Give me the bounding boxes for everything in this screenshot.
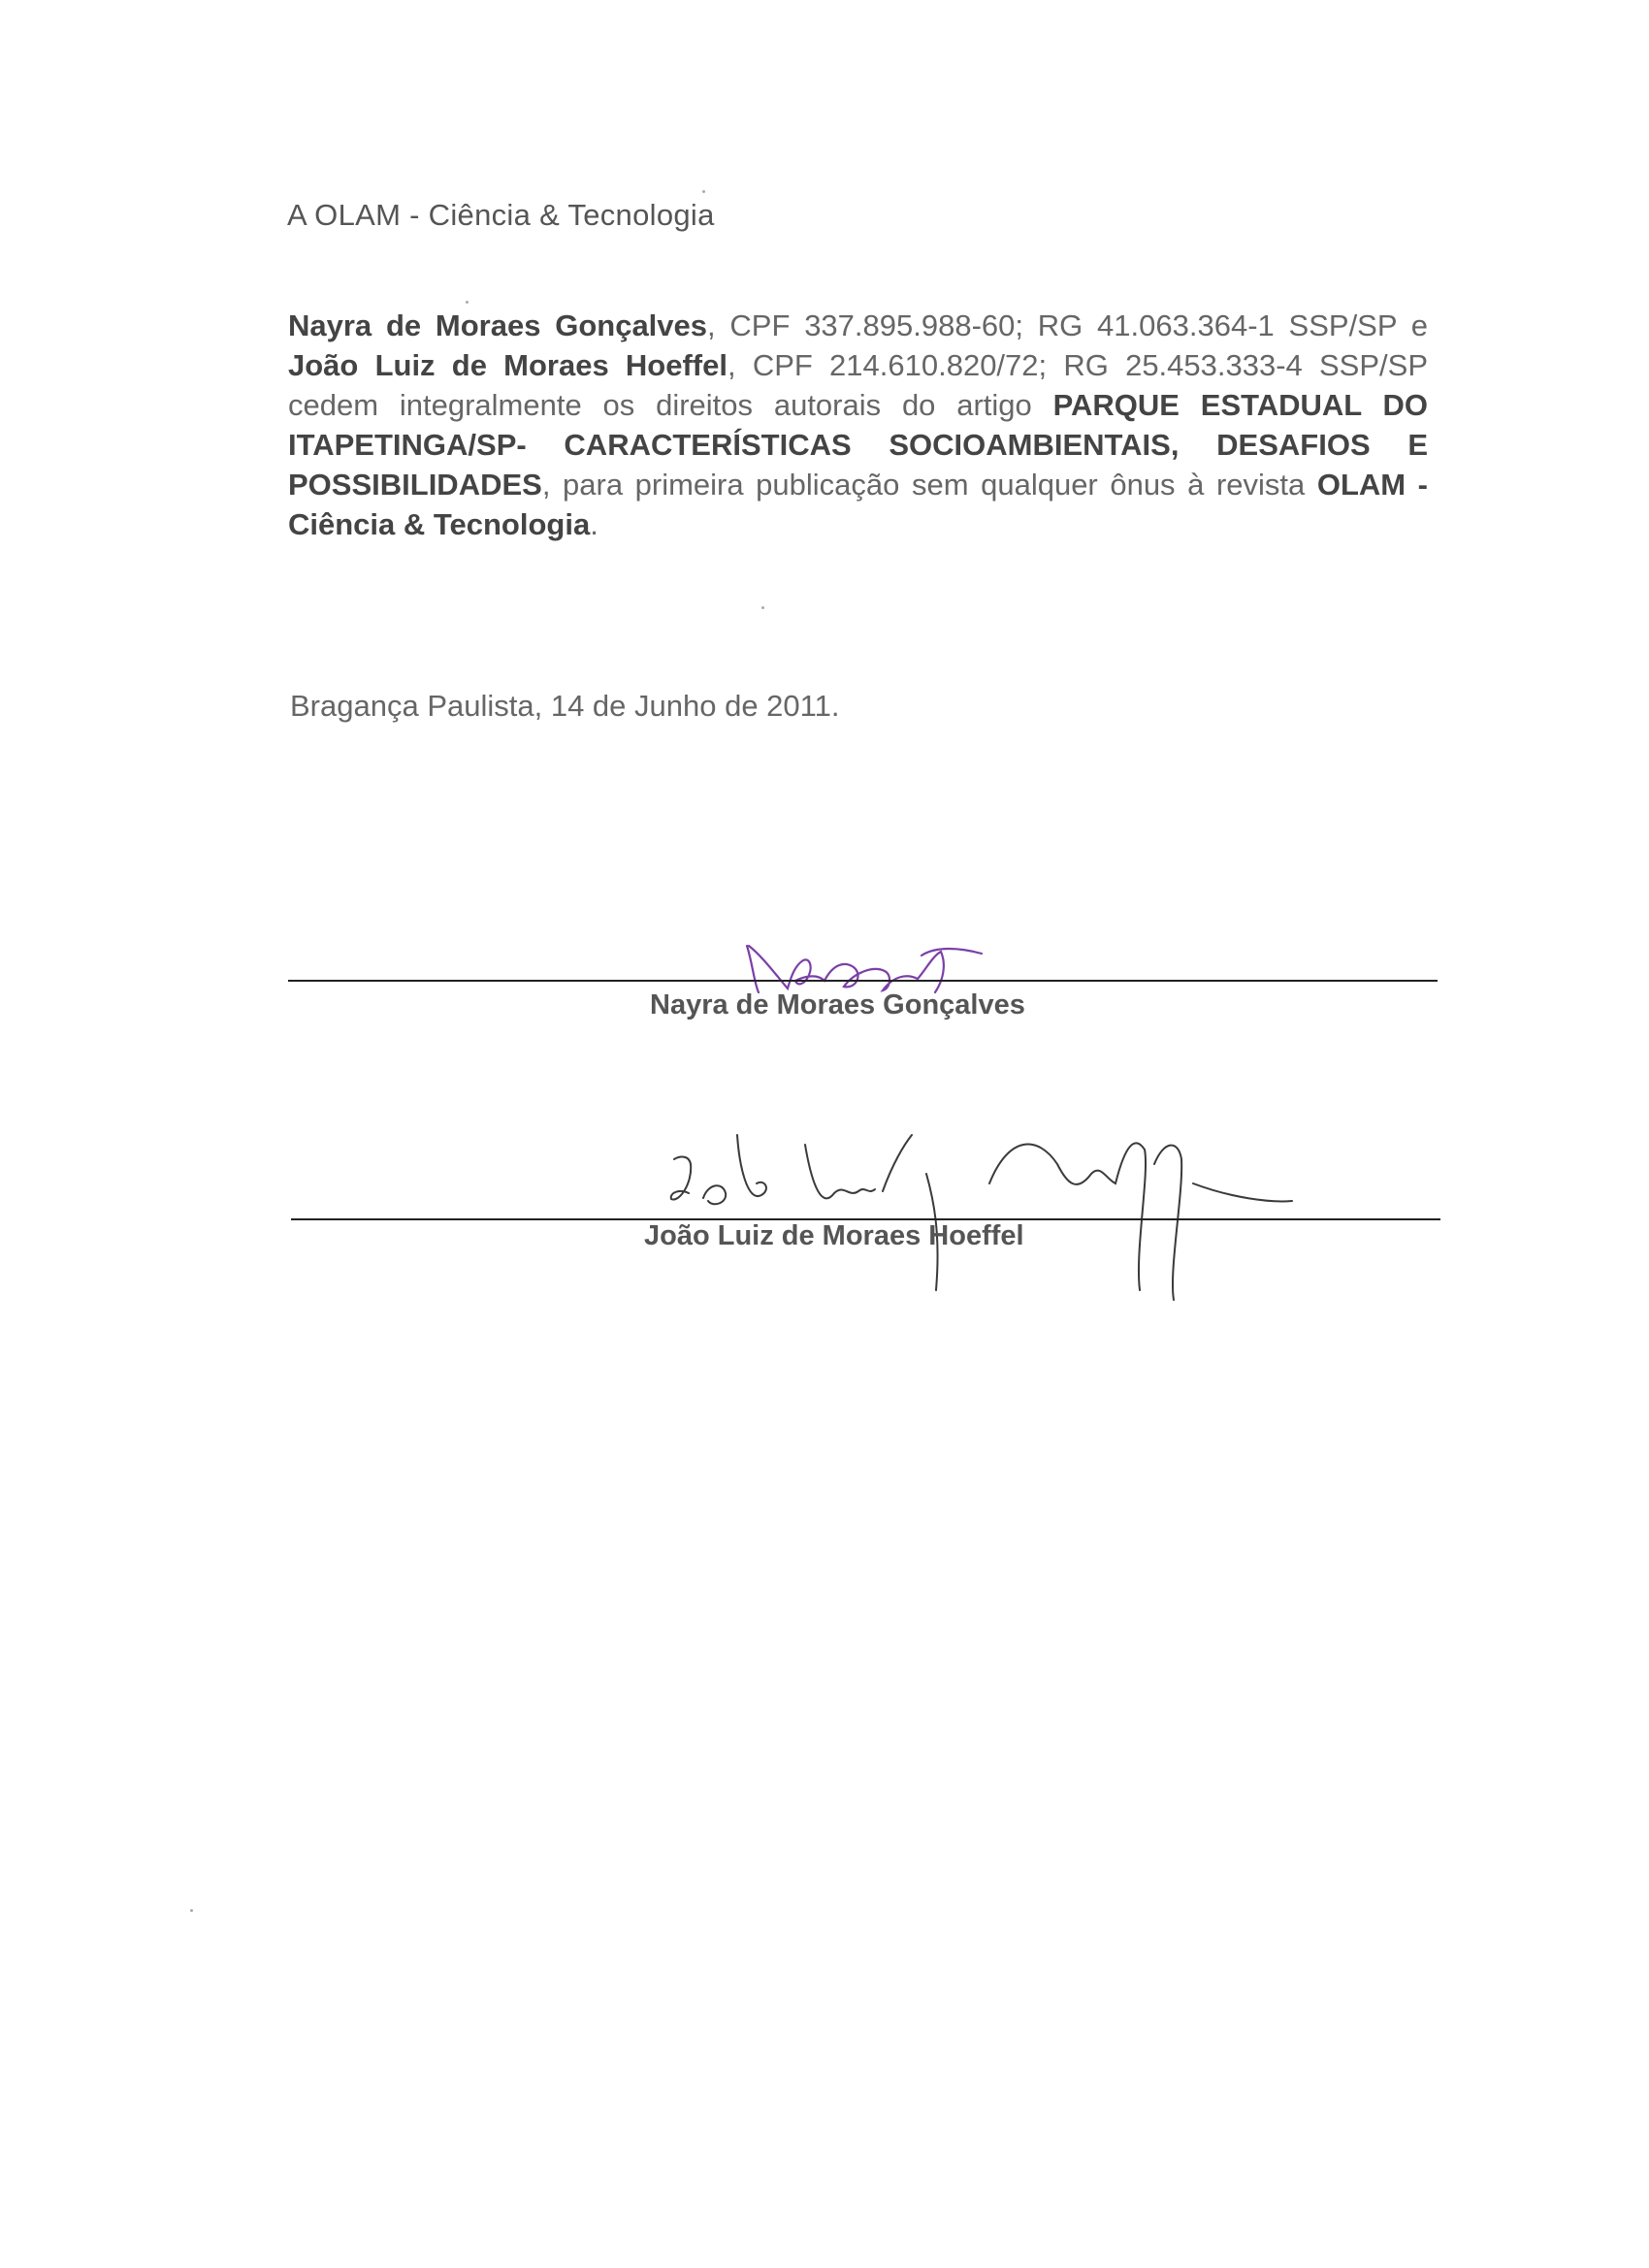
scan-speck [466,301,469,304]
scan-speck [702,190,705,193]
signature-1-stroke [747,946,982,992]
scan-speck [190,1909,193,1912]
signature-2-handwriting [650,1106,1310,1300]
author1-ids: , CPF 337.895.988-60; RG 41.063.364-1 SSP/SP e [707,308,1428,342]
signature-line-1 [288,980,1438,982]
author1-name: Nayra de Moraes Gonçalves [288,308,708,342]
signatory-1-name: Nayra de Moraes Gonçalves [650,989,1025,1021]
signatory-2-name: João Luiz de Moraes Hoeffel [644,1220,1024,1251]
terms-text: , para primeira publicação sem qualquer ônus à revista [541,468,1317,502]
scan-speck [761,606,764,609]
journal-name: OLAM - Ciência & Tecnologia [288,468,1428,541]
paragraph-end: . [590,507,598,541]
author2-name: João Luiz de Moraes Hoeffel [288,348,728,382]
place-date: Bragança Paulista, 14 de Junho de 2011. [290,689,840,723]
cession-paragraph [288,306,1428,544]
author2-ids: , CPF 214.610.820/72; RG 25.453.333-4 SSP/SP cedem integralmente os direitos autorais do artigo [288,348,1428,422]
article-title: PARQUE ESTADUAL DO ITAPETINGA/SP- CARACTERÍSTICAS SOCIOAMBIENTAIS, DESAFIOS E POSSIBILIDADES [288,388,1429,502]
signature-2-stroke [671,1135,1292,1300]
addressee-line: A OLAM - Ciência & Tecnologia [287,198,715,232]
